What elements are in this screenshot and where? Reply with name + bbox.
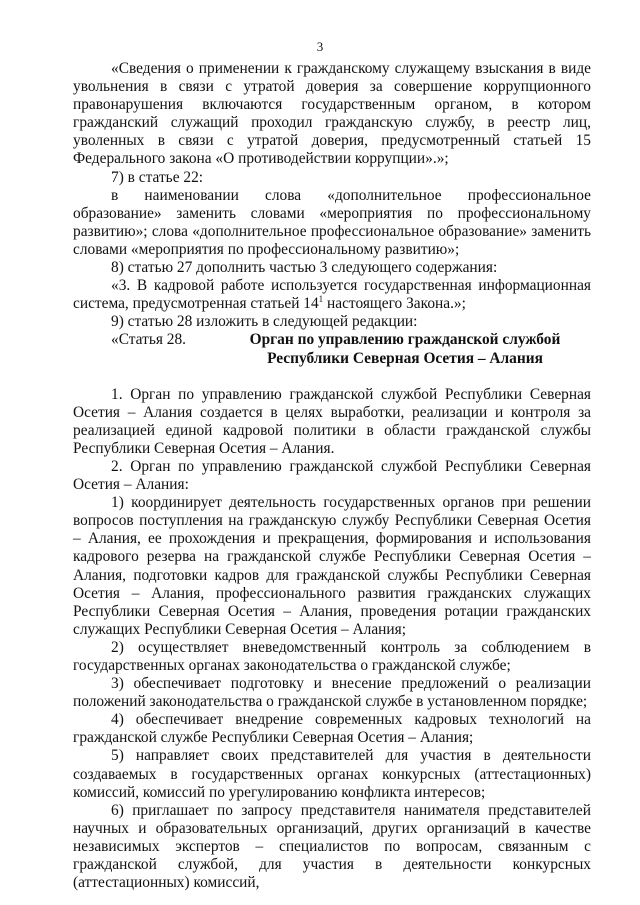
- paragraph: 7) в статье 22:: [111, 168, 204, 186]
- paragraph-part3: [73, 277, 591, 313]
- paragraph: 9) статью 28 изложить в следующей редакции:: [111, 313, 418, 331]
- paragraph: 8) статью 27 дополнить частью 3 следующего содержания:: [111, 259, 498, 277]
- article-paragraph: 2) осуществляет вневедомственный контроль за соблюдением в государственных органах законодательства о гражданской службе;: [73, 638, 591, 674]
- article-paragraph: 2. Орган по управлению гражданской службой Республики Северная Осетия – Алания:: [73, 457, 591, 494]
- spacer: [73, 368, 591, 386]
- article-paragraph: 6) приглашает по запросу представителя нанимателя представителей научных и образовательных организаций, других организаций в качестве независимых экспертов – специалистов по вопросам, связанным с гражданской службой, для участия в деятельности конкурсных (аттестационных) комиссий,: [73, 801, 591, 892]
- superscript: 1: [318, 294, 324, 305]
- paragraph: «Сведения о применении к гражданскому служащему взыскания в виде увольнения в связи с утратой доверия за совершение коррупционного правонарушения включаются государственным органом, в котором гражданский служащий проходил гражданскую службу, в реестр лиц, уволенных в связи с утратой доверия, предусмотренный статьей 15 Федерального закона «О противодействии коррупции».»;: [73, 60, 591, 168]
- article-paragraph: 3) обеспечивает подготовку и внесение предложений о реализации положений законодательства о гражданской службе в установленном порядке;: [73, 675, 591, 711]
- article-title-line-2: Республики Северная Осетия – Алания: [267, 349, 543, 367]
- paragraph: в наименовании слова «дополнительное профессиональное образование» заменить словами «мероприятия по профессиональному развитию»; слова «дополнительное профессиональное образование» заменить словами «мероприятия по профессиональному развитию»;: [73, 186, 591, 258]
- article-paragraph: 1) координирует деятельность государственных органов при решении вопросов поступления на гражданскую службу Республики Северная Осетия – Алания, ее прохождения и прекращения, формирования и использования кадрового резерва на гражданской службе Республики Северная Осетия – Алания, подготовки кадров для гражданской службы Республики Северная Осетия – Алания, профессионального развития гражданских служащих Республики Северная Осетия – Алания, проведения ротации гражданских служащих Республики Северная Осетия – Алания;: [73, 494, 591, 638]
- page-number: 3: [316, 39, 324, 54]
- document-body: [73, 60, 591, 892]
- part3-text: «3. В кадровой работе используется государственная информационная система, предусмотренная статьей 14: [73, 277, 591, 313]
- article-paragraph: 1. Орган по управлению гражданской службой Республики Северная Осетия – Алания создается в целях выработки, реализации и контроля за реализацией единой кадровой политики в области гражданской службы Республики Северная Осетия – Алания.: [73, 385, 591, 457]
- part3-text-end: настоящего Закона.»;: [323, 295, 466, 313]
- article-paragraph: 5) направляет своих представителей для участия в деятельности создаваемых в государственных органах конкурсных (аттестационных) комиссий, комиссий по урегулированию конфликта интересов;: [73, 747, 591, 801]
- article-label: «Статья 28.: [111, 331, 187, 349]
- article-heading: [73, 331, 591, 367]
- article-paragraph: 4) обеспечивает внедрение современных кадровых технологий на гражданской службе Республики Северная Осетия – Алания;: [73, 711, 591, 747]
- article-title-line-1: Орган по управлению гражданской службой: [249, 331, 561, 349]
- article-title: [219, 331, 591, 367]
